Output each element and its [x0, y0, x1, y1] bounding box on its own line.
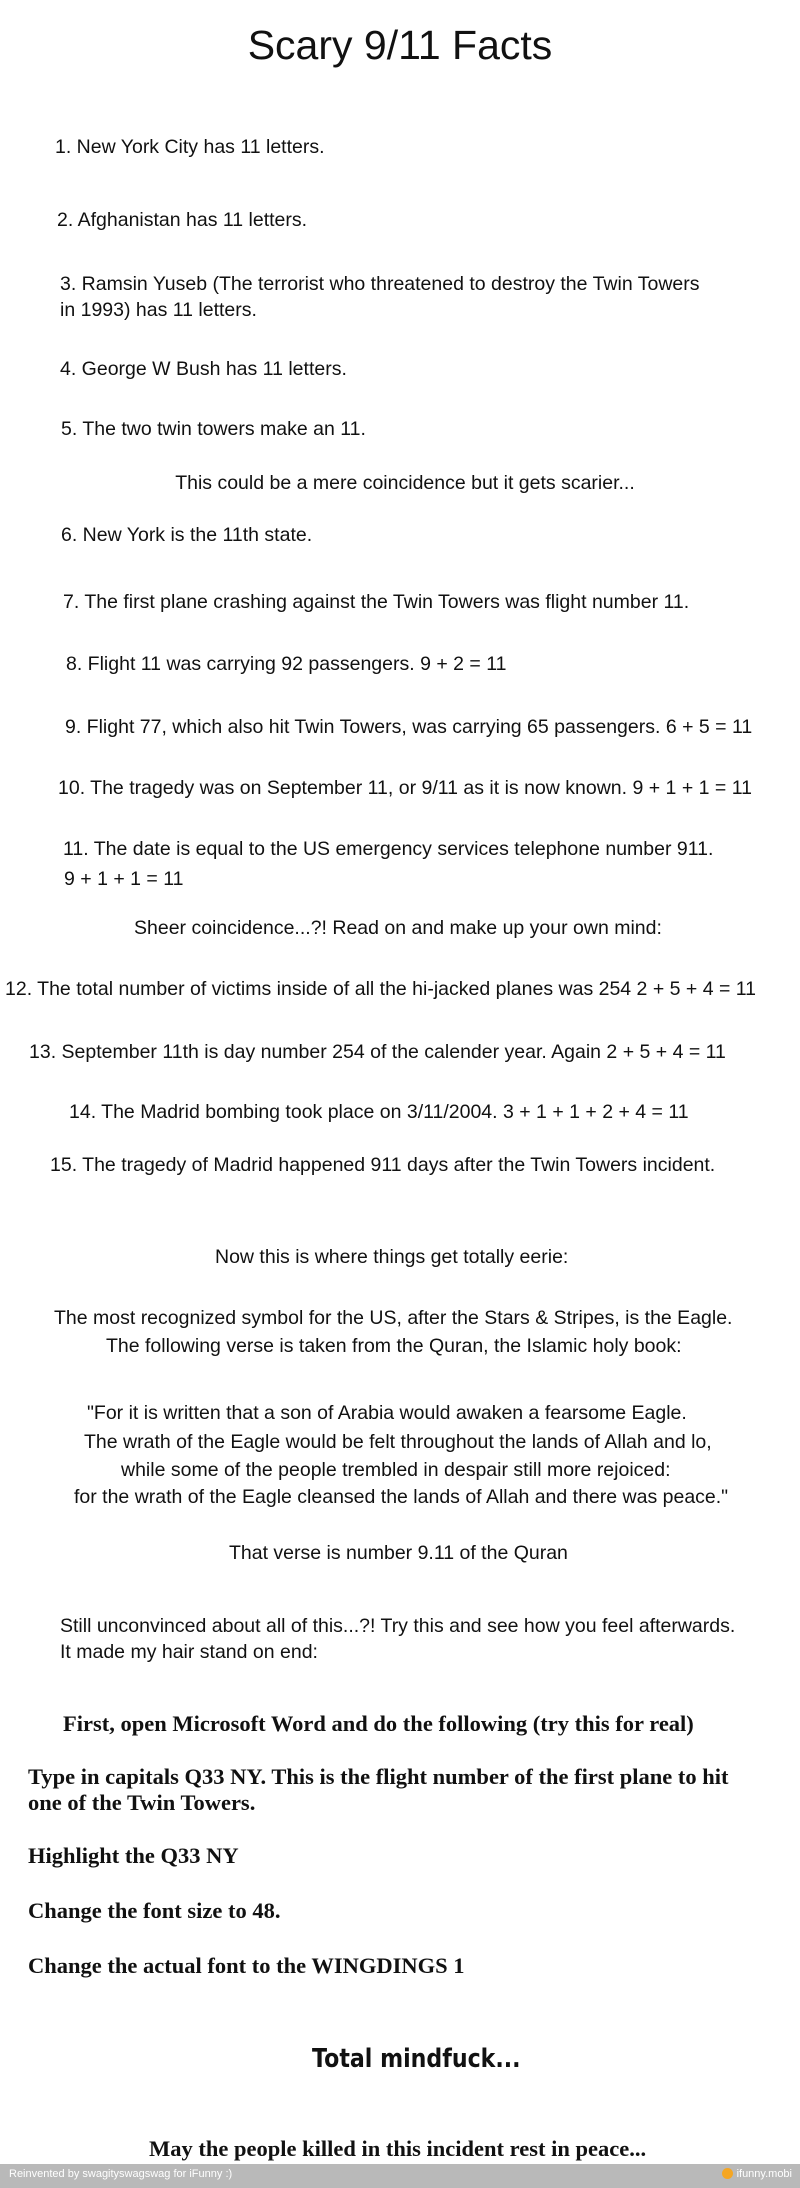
fact-14: 14. The Madrid bombing took place on 3/11/2004. 3 + 1 + 1 + 2 + 4 = 11 — [69, 1101, 689, 1123]
interlude-1: This could be a mere coincidence but it gets scarier... — [175, 472, 635, 494]
step-2-line-1: Type in capitals Q33 NY. This is the flight number of the first plane to hit — [28, 1764, 729, 1789]
fact-5: 5. The two twin towers make an 11. — [61, 418, 366, 440]
quote-line-1: "For it is written that a son of Arabia would awaken a fearsome Eagle. — [87, 1402, 687, 1424]
fact-3-line-2: in 1993) has 11 letters. — [60, 299, 257, 321]
fact-4: 4. George W Bush has 11 letters. — [60, 358, 347, 380]
ifunny-watermark — [722, 2168, 792, 2180]
interlude-2: Sheer coincidence...?! Read on and make up your own mind: — [134, 917, 662, 939]
watermark-credit: Reinvented by swagityswagswag for iFunny :) — [9, 2168, 233, 2180]
page-title: Scary 9/11 Facts — [247, 22, 553, 68]
watermark-bar — [0, 2164, 800, 2188]
eerie-intro: Now this is where things get totally eerie: — [215, 1246, 569, 1268]
verse-number: That verse is number 9.11 of the Quran — [229, 1542, 568, 1564]
fact-11-line-2: 9 + 1 + 1 = 11 — [64, 868, 184, 890]
fact-9: 9. Flight 77, which also hit Twin Towers, was carrying 65 passengers. 6 + 5 = 11 — [65, 716, 753, 738]
fact-2: 2. Afghanistan has 11 letters. — [57, 209, 308, 231]
step-3: Highlight the Q33 NY — [28, 1843, 239, 1868]
fact-13: 13. September 11th is day number 254 of the calender year. Again 2 + 5 + 4 = 11 — [29, 1041, 726, 1063]
step-1: First, open Microsoft Word and do the following (try this for real) — [63, 1711, 694, 1736]
fact-11-line-1: 11. The date is equal to the US emergency services telephone number 911. — [63, 838, 714, 860]
fact-3-line-1: 3. Ramsin Yuseb (The terrorist who threatened to destroy the Twin Towers — [60, 273, 700, 295]
quote-line-3: while some of the people trembled in despair still more rejoiced: — [121, 1459, 671, 1481]
step-2-line-2: one of the Twin Towers. — [28, 1790, 256, 1815]
symbol-line-1: The most recognized symbol for the US, after the Stars & Stripes, is the Eagle. — [54, 1307, 733, 1329]
symbol-line-2: The following verse is taken from the Quran, the Islamic holy book: — [106, 1335, 682, 1357]
ifunny-logo-icon — [722, 2168, 733, 2179]
fact-7: 7. The first plane crashing against the Twin Towers was flight number 11. — [63, 591, 690, 613]
unconvinced-line-2: It made my hair stand on end: — [60, 1641, 318, 1663]
fact-6: 6. New York is the 11th state. — [61, 524, 313, 546]
unconvinced-line-1: Still unconvinced about all of this...?! Try this and see how you feel afterwards. — [60, 1615, 736, 1637]
fact-12: 12. The total number of victims inside of all the hi-jacked planes was 254 2 + 5 + 4 = 11 — [5, 978, 757, 1000]
rest-in-peace: May the people killed in this incident rest in peace... — [149, 2136, 647, 2161]
fact-8: 8. Flight 11 was carrying 92 passengers. 9 + 2 = 11 — [66, 653, 507, 675]
quote-line-2: The wrath of the Eagle would be felt throughout the lands of Allah and lo, — [84, 1431, 712, 1453]
fact-10: 10. The tragedy was on September 11, or 9/11 as it is now known. 9 + 1 + 1 = 11 — [58, 777, 752, 799]
fact-15: 15. The tragedy of Madrid happened 911 days after the Twin Towers incident. — [50, 1154, 716, 1176]
fact-1: 1. New York City has 11 letters. — [55, 136, 325, 158]
step-5: Change the actual font to the WINGDINGS 1 — [28, 1953, 465, 1978]
mindfuck-text: Total mindfuck... — [312, 2044, 521, 2074]
ifunny-url: ifunny.mobi — [736, 2168, 792, 2180]
step-4: Change the font size to 48. — [28, 1898, 281, 1923]
quote-line-4: for the wrath of the Eagle cleansed the lands of Allah and there was peace." — [74, 1486, 729, 1508]
